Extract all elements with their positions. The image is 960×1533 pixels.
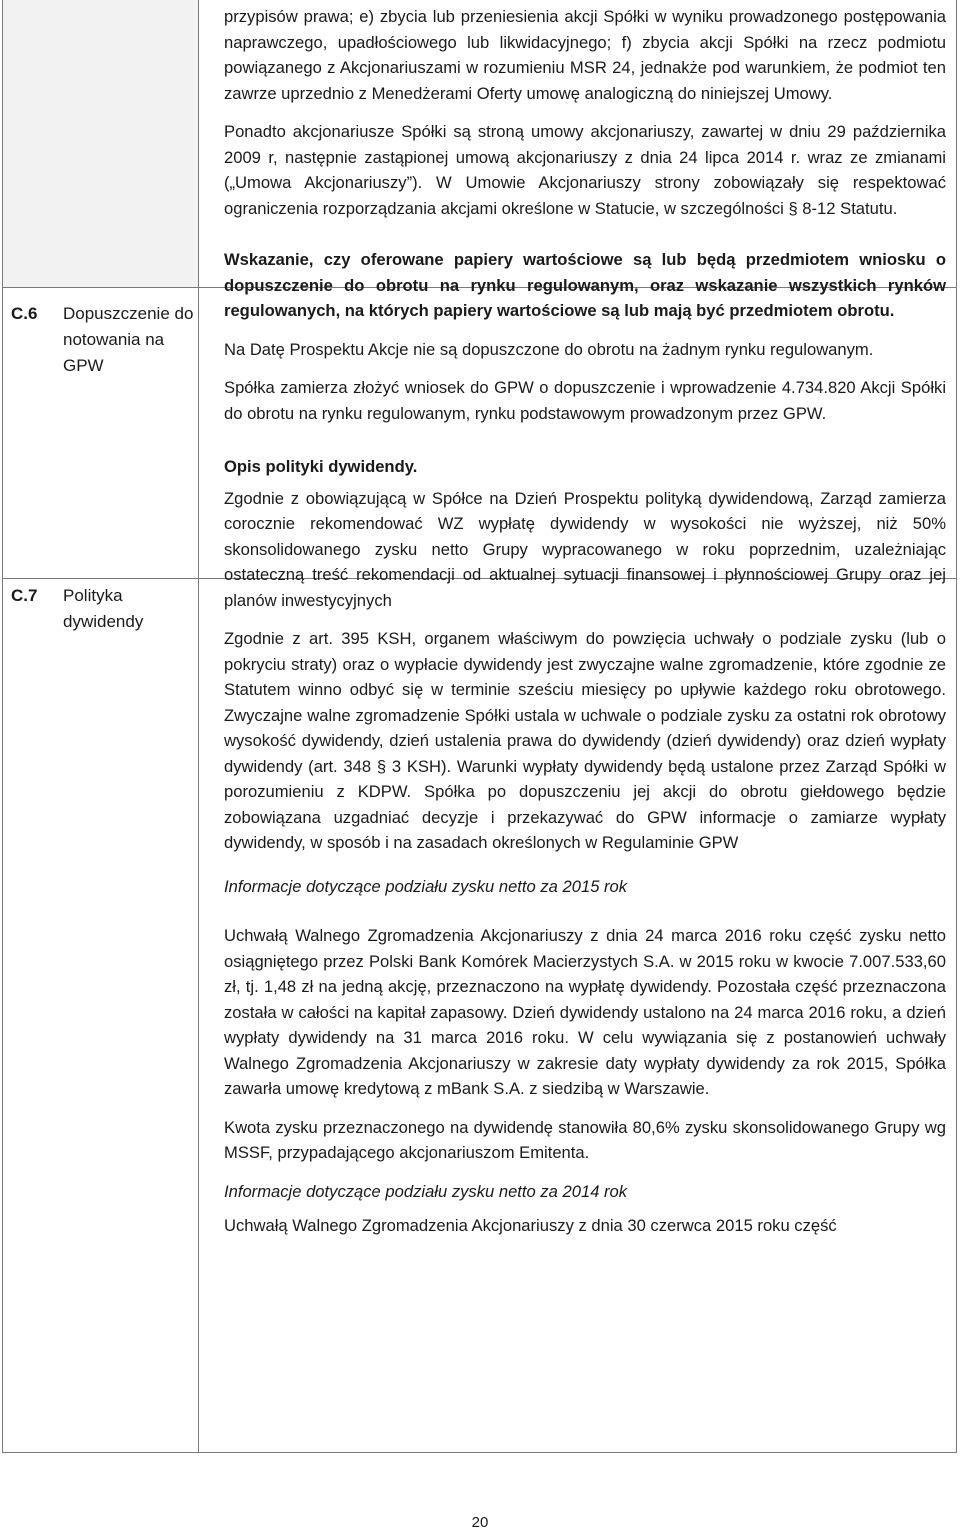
column-separator	[198, 0, 199, 1452]
c7-heading: Opis polityki dywidendy.	[224, 457, 418, 476]
paragraph-lockup-exceptions: przypisów prawa; e) zbycia lub przeniesienia akcji Spółki w wyniku prowadzonego postępowania naprawczego, upadłościowego lub likwidacyjnego; f) zbycia akcji Spółki na rzecz podmiotu powiązanego z Akcjonariuszami w rozumieniu MSR 24, jednakże pod warunkiem, że podmiot ten zawrze uprzednio z Menedżerami Oferty umowę analogiczną do niniejszej Umowy.	[224, 7, 946, 103]
content-column	[224, 4, 946, 1239]
section-number-c6: C.6	[11, 304, 38, 323]
c7-subheading-2015: Informacje dotyczące podziału zysku netto za 2015 rok	[224, 876, 628, 896]
label-cell-shaded	[3, 0, 198, 287]
c7-paragraph-1: Zgodnie z obowiązującą w Spółce na Dzień Prospektu polityką dywidendową, Zarząd zamierza corocznie rekomendować WZ wypłatę dywidendy w wysokości nie wyższej, niż 50% skonsolidowanego zysku netto Grupy wypracowanego w roku poprzednim, uzależniając ostateczną treść rekomendacji od aktualnej sytuacji finansowej i płynnościowej Grupy oraz jej planów inwestycyjnych	[224, 488, 946, 610]
page-number: 20	[471, 1514, 489, 1531]
paragraph-shareholders-agreement: Ponadto akcjonariusze Spółki są stroną umowy akcjonariuszy, zawartej w dniu 29 października 2009 r, następnie zastąpionej umową akcjonariuszy z dnia 24 lipca 2014 r. wraz ze zmianami („Umowa Akcjonariuszy”). W Umowie Akcjonariuszy strony zobowiązały się respektować ograniczenia rozporządzania akcjami określone w Statucie, w szczególności § 8-12 Statutu.	[224, 122, 946, 218]
section-number-c7: C.7	[11, 586, 38, 605]
c6-paragraph-2: Spółka zamierza złożyć wniosek do GPW o dopuszczenie i wprowadzenie 4.734.820 Akcji Spółki do obrotu na rynku regulowanym, rynku podstawowym prowadzonym przez GPW.	[224, 378, 946, 423]
c6-heading: Wskazanie, czy oferowane papiery wartościowe są lub będą przedmiotem wniosku o dopuszczenie do obrotu na rynku regulowanym, oraz wskazanie wszystkich rynków regulowanych, na których papiery wartościowe są lub mają być przedmiotem obrotu.	[224, 250, 946, 320]
c7-paragraph-5: Uchwałą Walnego Zgromadzenia Akcjonariuszy z dnia 30 czerwca 2015 roku część	[224, 1216, 837, 1235]
c7-subheading-2014: Informacje dotyczące podziału zysku netto za 2014 rok	[224, 1181, 628, 1201]
c6-paragraph-1: Na Datę Prospektu Akcje nie są dopuszczone do obrotu na żadnym rynku regulowanym.	[224, 339, 874, 359]
c7-paragraph-3: Uchwałą Walnego Zgromadzenia Akcjonariuszy z dnia 24 marca 2016 roku część zysku netto osiągniętego przez Polski Bank Komórek Macierzystych S.A. w 2015 roku w kwocie 7.007.533,60 zł, tj. 1,48 zł na jedną akcję, przeznaczono na wypłatę dywidendy. Pozostała część przeznaczona została w całości na kapitał zapasowy. Dzień dywidendy ustalono na 24 marca 2016 roku, a dzień wypłaty dywidendy na 31 marca 2016 roku. W celu wywiązania się z postanowień uchwały Walnego Zgromadzenia Akcjonariuszy w zakresie daty wypłaty dywidendy za rok 2015, Spółka zawarła umowę kredytową z mBank S.A. z siedzibą w Warszawie.	[224, 926, 946, 1098]
c7-paragraph-2: Zgodnie z art. 395 KSH, organem właściwym do powzięcia uchwały o podziale zysku (lub o pokryciu straty) oraz o wypłacie dywidendy jest zwyczajne walne zgromadzenie, które zgodnie ze Statutem winno odbyć się w terminie sześciu miesięcy po upływie każdego roku obrotowego. Zwyczajne walne zgromadzenie Spółki ustala w uchwale o podziale zysku za ostatni rok obrotowy wysokość dywidendy, dzień ustalenia prawa do dywidendy (dzień dywidendy) oraz dzień wypłaty dywidendy (art. 348 § 3 KSH). Warunki wypłaty dywidendy będą ustalone przez Zarząd Spółki w porozumieniu z KDPW. Spółka po dopuszczeniu jej akcji do obrotu giełdowego będzie zobowiązana uzgadniać decyzje i przekazywać do GPW informacje o zamiarze wypłaty dywidendy, w sposób i na zasadach określonych w Regulaminie GPW	[224, 629, 946, 852]
c7-paragraph-4: Kwota zysku przeznaczonego na dywidendę stanowiła 80,6% zysku skonsolidowanego Grupy wg MSSF, przypadającego akcjonariuszom Emitenta.	[224, 1117, 946, 1162]
section-title-c6: Dopuszczenie do notowania na GPW	[63, 304, 194, 375]
section-title-c7: Polityka dywidendy	[63, 586, 144, 631]
